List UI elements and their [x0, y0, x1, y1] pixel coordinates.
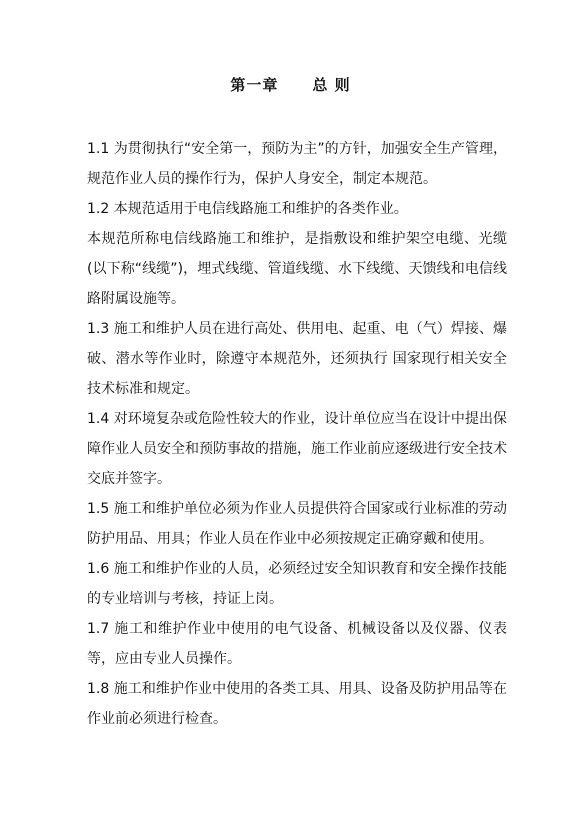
paragraph-1-2-definition: 本规范所称电信线路施工和维护，是指敷设和维护架空电缆、光缆(以下称“线缆”)，埋式线缆、管道线缆、水下线缆、天馈线和电信线路附属设施等。 [87, 231, 507, 307]
document-body [87, 134, 507, 734]
paragraph-1-3: 1.3 施工和维护人员在进行高处、供用电、起重、电（气）焊接、爆破、潜水等作业时，除遵守本规范外，还须执行 国家现行相关安全技术标准和规定。 [87, 321, 507, 397]
chapter-heading [0, 74, 581, 95]
paragraph-1-5: 1.5 施工和维护单位必须为作业人员提供符合国家或行业标准的劳动防护用品、用具；作业人员在作业中必须按规定正确穿戴和使用。 [87, 501, 507, 547]
paragraph-1-4: 1.4 对环境复杂或危险性较大的作业，设计单位应当在设计中提出保障作业人员安全和预防事故的措施，施工作业前应逐级进行安全技术交底并签字。 [87, 411, 507, 487]
paragraph-1-7: 1.7 施工和维护作业中使用的电气设备、机械设备以及仪器、仪表等，应由专业人员操作。 [87, 621, 507, 667]
chapter-number: 第一章 [230, 76, 279, 94]
chapter-title-text: 总 则 [312, 76, 351, 94]
paragraph-1-2: 1.2 本规范适用于电信线路施工和维护的各类作业。 [87, 201, 408, 217]
paragraph-1-8: 1.8 施工和维护作业中使用的各类工具、用具、设备及防护用品等在作业前必须进行检查。 [87, 681, 507, 727]
paragraph-1-6: 1.6 施工和维护作业的人员，必须经过安全知识教育和安全操作技能的专业培训与考核，持证上岗。 [87, 561, 507, 607]
paragraph-1-1: 1.1 为贯彻执行“安全第一，预防为主”的方针，加强安全生产管理，规范作业人员的操作行为，保护人身安全，制定本规范。 [87, 141, 507, 187]
